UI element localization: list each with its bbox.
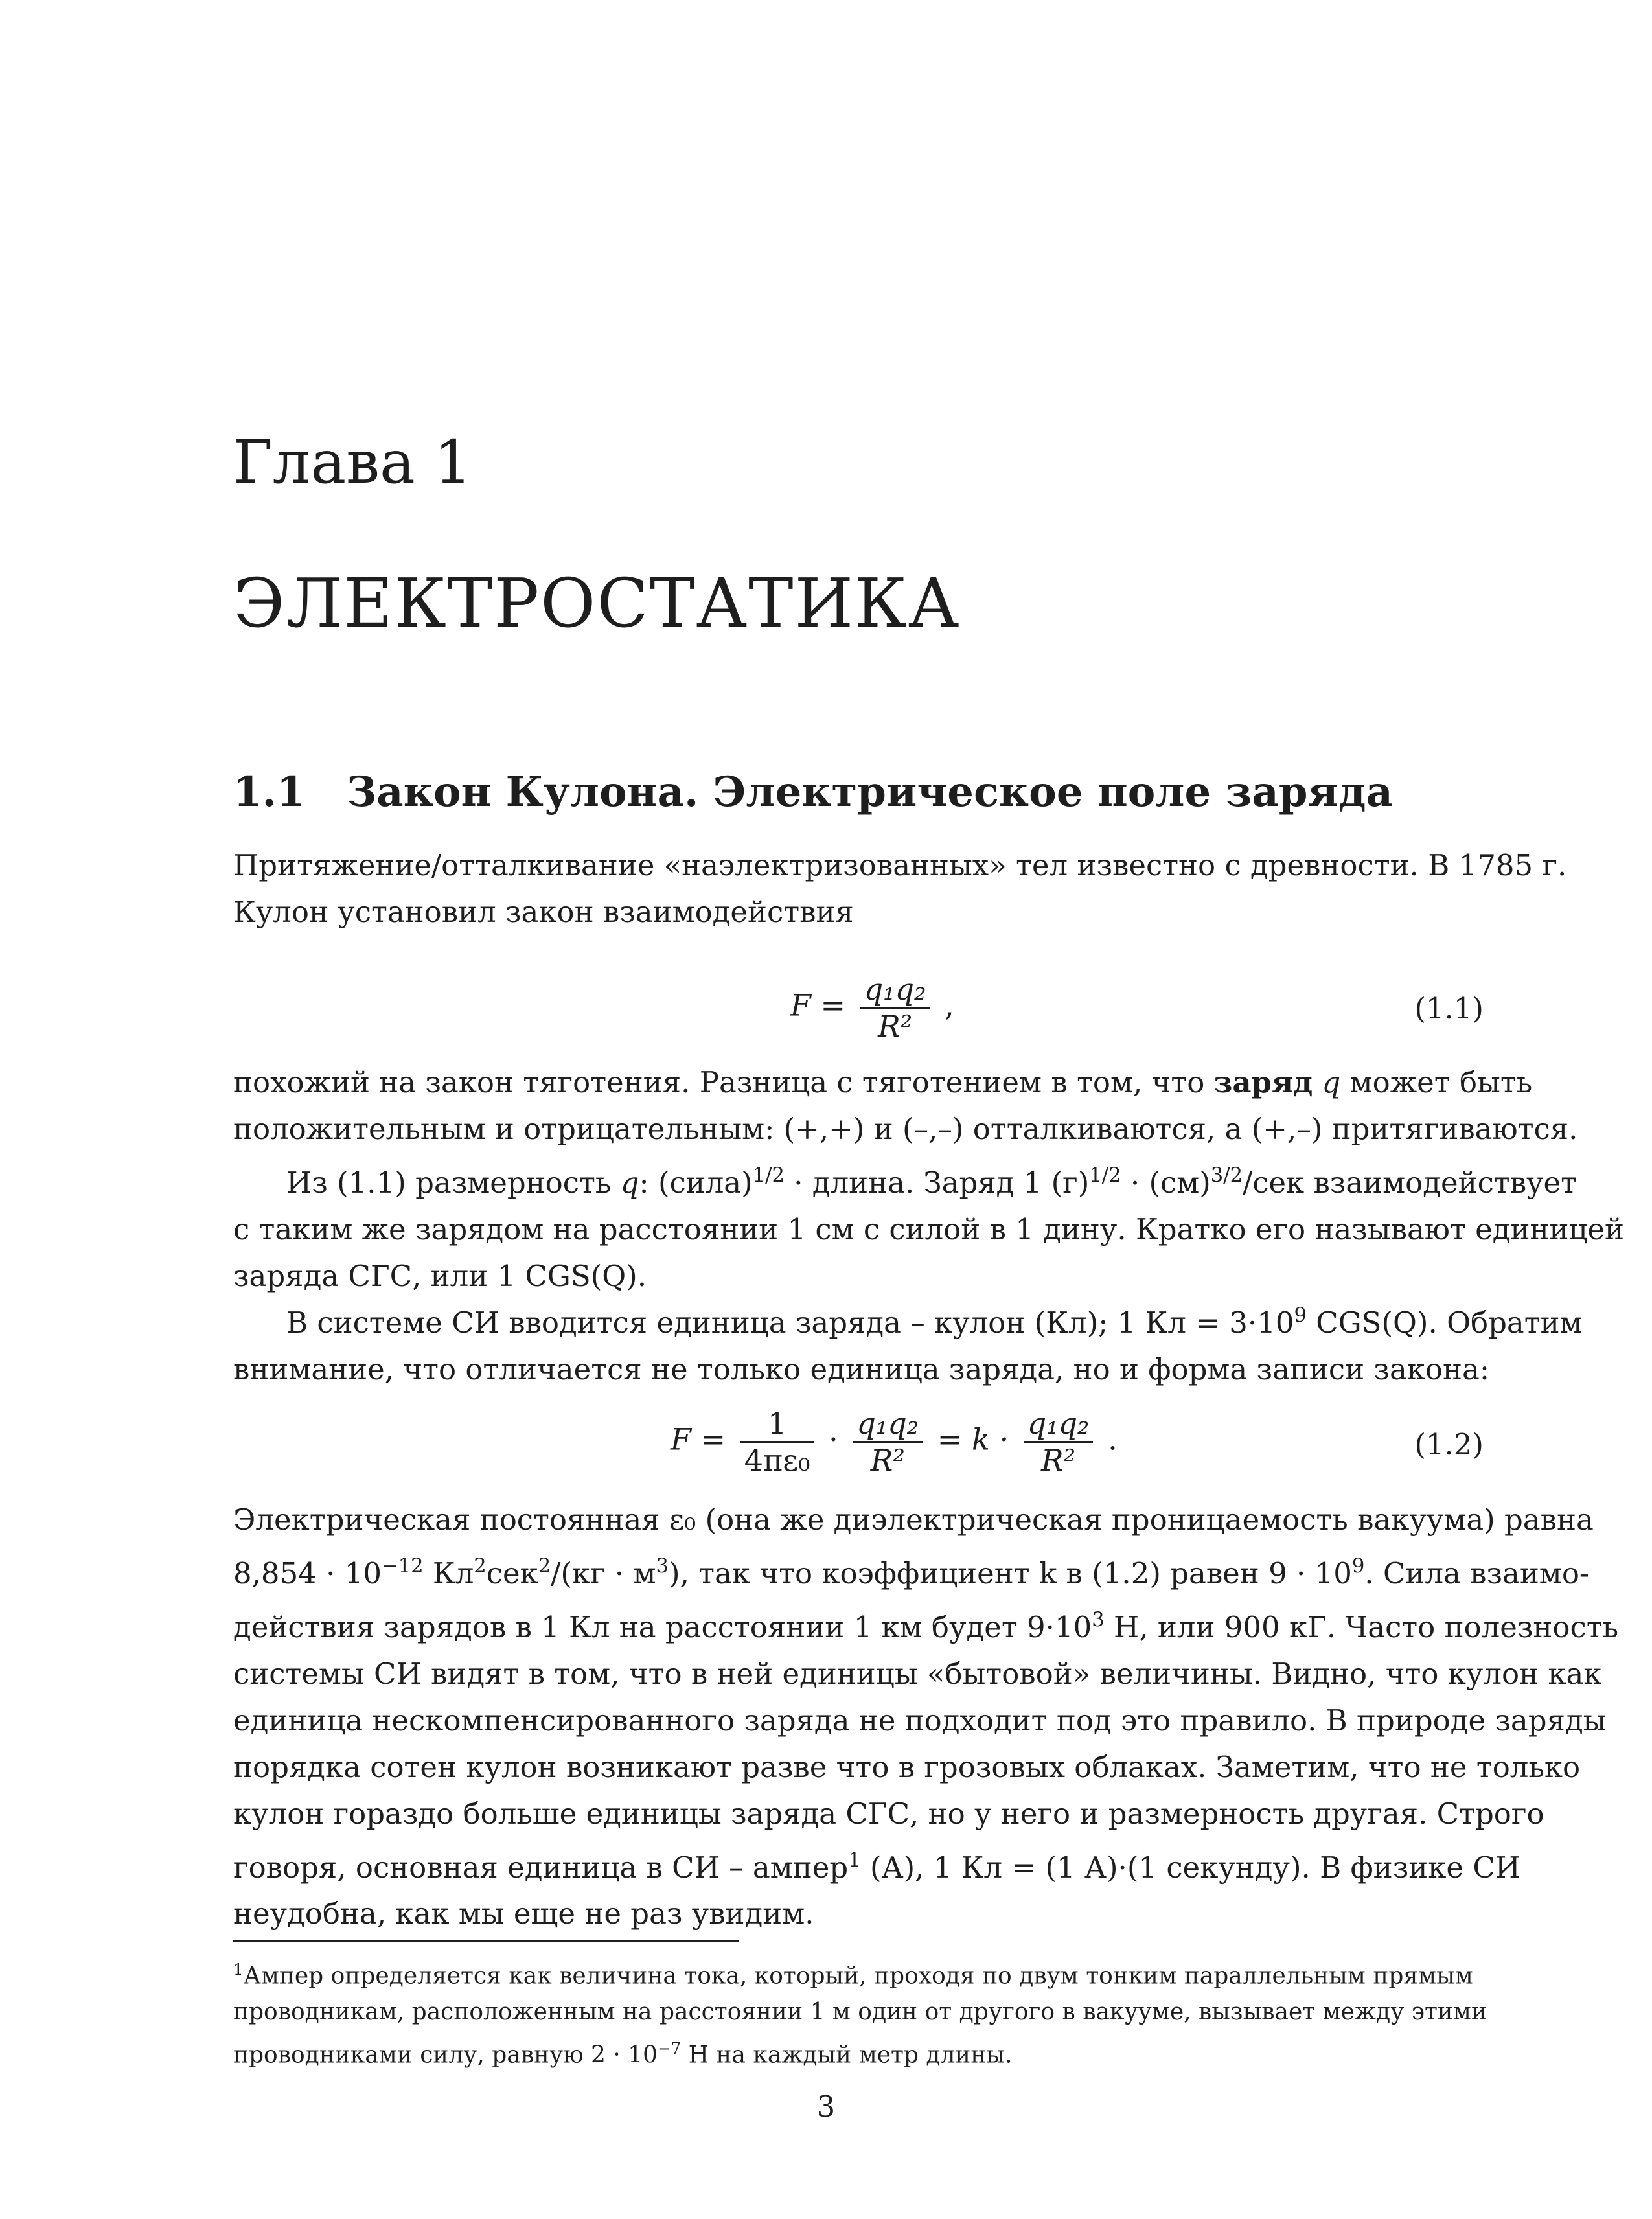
text-run: говоря, основная единица в СИ – ампер: [233, 1850, 849, 1885]
equation-middle: = k ·: [937, 1421, 1009, 1457]
equation-tail: .: [1108, 1421, 1118, 1457]
paragraph-intro: [233, 842, 1567, 936]
fraction-numerator: q₁q₂: [860, 972, 930, 1009]
equation-lhs: F =: [790, 987, 846, 1023]
text-line: порядка сотен кулон возникают разве что в грозовых облаках. Заметим, что не только: [233, 1749, 1581, 1784]
section-number: 1.1: [233, 768, 306, 816]
page-number: 3: [816, 2089, 836, 2124]
text-run: В системе СИ вводится единица заряда – кулон (Кл); 1 Кл = 3·10: [286, 1305, 1294, 1340]
text-run: Н на каждый метр длины.: [681, 2041, 1013, 2069]
text-run: Н, или 900 кГ. Часто полезность: [1104, 1609, 1619, 1644]
superscript: 3: [1092, 1608, 1105, 1631]
text-line: [233, 1837, 1520, 1891]
text-line: внимание, что отличается не только единица заряда, но и форма записи закона:: [233, 1351, 1489, 1386]
text-run: . Сила взаимо-: [1364, 1556, 1590, 1591]
text-run: ), так что коэффициент k в (1.2) равен 9 · 10: [669, 1556, 1352, 1591]
text-line: заряда СГС, или 1 CGS(Q).: [233, 1258, 647, 1293]
text-run: может быть: [1349, 1065, 1533, 1099]
chapter-label: Глава 1: [233, 428, 472, 497]
text-line: кулон гораздо больше единицы заряда СГС, но у него и размерность другая. Строго: [233, 1796, 1544, 1831]
equation-fraction: [1024, 1406, 1094, 1478]
chapter-title: ЭЛЕКТРОСТАТИКА: [233, 564, 961, 643]
text-run: /(кг · м: [551, 1556, 656, 1591]
paragraph-constant: [233, 1497, 1619, 1937]
text-run: проводниками силу, равную 2 · 10: [233, 2041, 658, 2069]
text-line: неудобна, как мы еще не раз увидим.: [233, 1896, 814, 1931]
text-line: [233, 1293, 1583, 1346]
text-run: Кл: [423, 1556, 474, 1591]
text-run: · (см): [1130, 1165, 1211, 1200]
fraction-numerator: 1: [740, 1406, 814, 1443]
text-line: единица нескомпенсированного заряда не подходит под это правило. В природе заряды: [233, 1703, 1607, 1738]
text-line: положительным и отрицательным: (+,+) и (–,–) отталкиваются, а (+,–) притягиваются.: [233, 1112, 1578, 1146]
superscript: 9: [1294, 1304, 1307, 1327]
superscript: 1/2: [752, 1164, 785, 1187]
text-line: [233, 1597, 1619, 1651]
text-line: Электрическая постоянная ε₀ (она же диэлектрическая проницаемость вакуума) равна: [233, 1502, 1594, 1537]
superscript: 3/2: [1210, 1164, 1243, 1187]
fraction-denominator: R²: [870, 1443, 905, 1478]
superscript: 2: [538, 1555, 551, 1578]
multiply-dot: ·: [829, 1421, 838, 1457]
footnote-ref[interactable]: 1: [848, 1848, 861, 1872]
fraction-numerator: q₁q₂: [853, 1406, 923, 1443]
text-run: похожий на закон тяготения. Разница с тяготением в том, что: [233, 1065, 1205, 1099]
text-line: Кулон установил закон взаимодействия: [233, 895, 854, 929]
paragraph-si: [233, 1293, 1583, 1393]
equation-number: (1.1): [1414, 991, 1484, 1026]
equation-fraction: [740, 1406, 814, 1478]
math-symbol: q: [620, 1165, 639, 1200]
term-bold: заряд: [1213, 1065, 1313, 1099]
equation-fraction: [853, 1406, 923, 1478]
text-run: CGS(Q). Обратим: [1306, 1305, 1583, 1340]
fraction-numerator: q₁q₂: [1024, 1406, 1094, 1443]
equation-lhs: F =: [671, 1421, 726, 1457]
equation-fraction: [860, 972, 930, 1044]
section-heading: [233, 768, 1393, 816]
superscript: 9: [1351, 1555, 1365, 1578]
text-run: Из (1.1) размерность: [286, 1165, 612, 1200]
text-line: [233, 1951, 1484, 1994]
text-line: системы СИ видят в том, что в ней единицы «бытовой» величины. Видно, что кулон как: [233, 1656, 1602, 1691]
fraction-denominator: 4πε₀: [744, 1443, 810, 1478]
footnote: [233, 1951, 1487, 2074]
math-symbol: q: [1322, 1065, 1341, 1099]
text-line: [233, 1153, 1577, 1206]
paragraph-charge: [233, 1059, 1578, 1153]
fraction-denominator: R²: [1041, 1443, 1076, 1478]
superscript: −12: [382, 1555, 424, 1578]
text-run: /сек взаимодействует: [1243, 1165, 1577, 1200]
text-line: Притяжение/отталкивание «наэлектризованных» тел известно с древности. В 1785 г.: [233, 848, 1567, 882]
footnote-rule: [233, 1940, 739, 1942]
section-title: Закон Кулона. Электрическое поле заряда: [347, 768, 1393, 816]
superscript: 3: [656, 1555, 669, 1578]
equation-tail: ,: [945, 987, 954, 1023]
equation-1-2: [671, 1406, 1118, 1478]
footnote-marker: 1: [233, 1960, 244, 1979]
fraction-denominator: R²: [878, 1009, 913, 1044]
equation-1-1: [790, 972, 954, 1044]
text-line: [233, 1543, 1590, 1597]
text-line: с таким же зарядом на расстоянии 1 см с силой в 1 дину. Кратко его называют единицей: [233, 1212, 1625, 1247]
text-run: Ампер определяется как величина тока, который, проходя по двум тонким параллельным прямым: [243, 1962, 1473, 1990]
superscript: 1/2: [1089, 1164, 1121, 1187]
superscript: 2: [474, 1555, 487, 1578]
text-run: действия зарядов в 1 Кл на расстоянии 1 км будет 9·10: [233, 1609, 1092, 1644]
text-run: · длина. Заряд 1 (г): [794, 1165, 1090, 1200]
text-run: сек: [486, 1556, 538, 1591]
text-line: [233, 2030, 1484, 2073]
text-run: 8,854 · 10: [233, 1556, 382, 1591]
superscript: −7: [658, 2039, 682, 2058]
paragraph-dimension: [233, 1153, 1625, 1300]
text-line: проводникам, расположенным на расстоянии 1 м один от другого в вакууме, вызывает между этими: [233, 1999, 1487, 2026]
text-line: [233, 1059, 1533, 1106]
text-run: : (сила): [639, 1165, 753, 1200]
text-run: (А), 1 Кл = (1 А)·(1 секунду). В физике СИ: [860, 1850, 1520, 1885]
equation-number: (1.2): [1414, 1427, 1484, 1462]
